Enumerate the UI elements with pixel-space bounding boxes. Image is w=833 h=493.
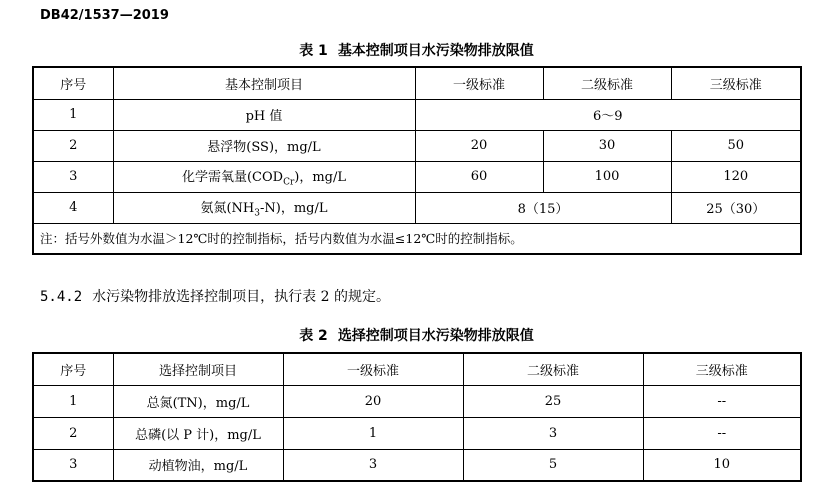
table-row (33, 99, 801, 130)
table1-note-row (33, 223, 801, 254)
table2-header-item: 选择控制项目 (113, 353, 283, 385)
control-item: pH 值 (113, 99, 415, 130)
table2-header-no: 序号 (33, 353, 113, 385)
control-item (113, 161, 415, 192)
row-number: 2 (33, 417, 113, 449)
row-number: 2 (33, 130, 113, 161)
table1-header-level1: 一级标准 (415, 67, 543, 99)
table2-caption-text: 选择控制项目水污染物排放限值 (337, 328, 534, 344)
limit-level3: 120 (671, 161, 801, 192)
table-row (33, 130, 801, 161)
limit-level3: 10 (643, 449, 801, 481)
table2-optional-control-items (32, 352, 802, 482)
control-item-suffix: )，mg/L (294, 169, 347, 185)
control-item: 动植物油，mg/L (113, 449, 283, 481)
table1-header-item: 基本控制项目 (113, 67, 415, 99)
control-item (113, 192, 415, 223)
limit-level3: -- (643, 417, 801, 449)
limit-level1: 20 (415, 130, 543, 161)
limit-all-levels: 6～9 (415, 99, 801, 130)
control-item-prefix: 氨氮(NH (200, 200, 255, 216)
clause-paragraph (40, 286, 390, 306)
control-item-prefix: 化学需氧量(COD (181, 169, 284, 185)
table1-header-level3: 三级标准 (671, 67, 801, 99)
row-number: 4 (33, 192, 113, 223)
row-number: 1 (33, 99, 113, 130)
table1-header-no: 序号 (33, 67, 113, 99)
limit-level1: 3 (283, 449, 463, 481)
limit-level3: 25（30） (671, 192, 801, 223)
control-item-suffix: -N)，mg/L (260, 200, 328, 216)
control-item-subscript: Cr (283, 177, 295, 188)
limit-level2: 5 (463, 449, 643, 481)
row-number: 3 (33, 161, 113, 192)
limit-level3: 50 (671, 130, 801, 161)
table1-caption-text: 基本控制项目水污染物排放限值 (337, 43, 534, 59)
table2-header-level2: 二级标准 (463, 353, 643, 385)
control-item: 总氮(TN)，mg/L (113, 385, 283, 417)
table-row (33, 385, 801, 417)
limit-level2: 30 (543, 130, 671, 161)
table-row (33, 449, 801, 481)
table2-header-row (33, 353, 801, 385)
table2-caption-number: 表 2 (299, 328, 328, 344)
control-item: 悬浮物(SS)，mg/L (113, 130, 415, 161)
limit-level2: 25 (463, 385, 643, 417)
row-number: 1 (33, 385, 113, 417)
table2-caption (0, 325, 833, 345)
row-number: 3 (33, 449, 113, 481)
limit-level1: 60 (415, 161, 543, 192)
clause-number: 5.4.2 (40, 289, 83, 305)
table-row (33, 161, 801, 192)
table1-header-level2: 二级标准 (543, 67, 671, 99)
limit-level1-level2: 8（15） (415, 192, 671, 223)
limit-level2: 100 (543, 161, 671, 192)
document-code: DB42/1537—2019 (40, 8, 169, 23)
limit-level3: -- (643, 385, 801, 417)
table2-header-level1: 一级标准 (283, 353, 463, 385)
limit-level2: 3 (463, 417, 643, 449)
table2-header-level3: 三级标准 (643, 353, 801, 385)
table1-basic-control-items (32, 66, 802, 255)
limit-level1: 1 (283, 417, 463, 449)
table1-note: 注：括号外数值为水温＞12℃时的控制指标，括号内数值为水温≤12℃时的控制指标。 (33, 223, 801, 254)
limit-level1: 20 (283, 385, 463, 417)
table1-caption-number: 表 1 (299, 43, 328, 59)
table-row (33, 417, 801, 449)
table1-caption (0, 40, 833, 60)
table1-header-row (33, 67, 801, 99)
table-row (33, 192, 801, 223)
control-item-subscript: 3 (254, 208, 260, 219)
clause-text: 水污染物排放选择控制项目，执行表 2 的规定。 (92, 289, 390, 305)
control-item: 总磷(以 P 计)，mg/L (113, 417, 283, 449)
